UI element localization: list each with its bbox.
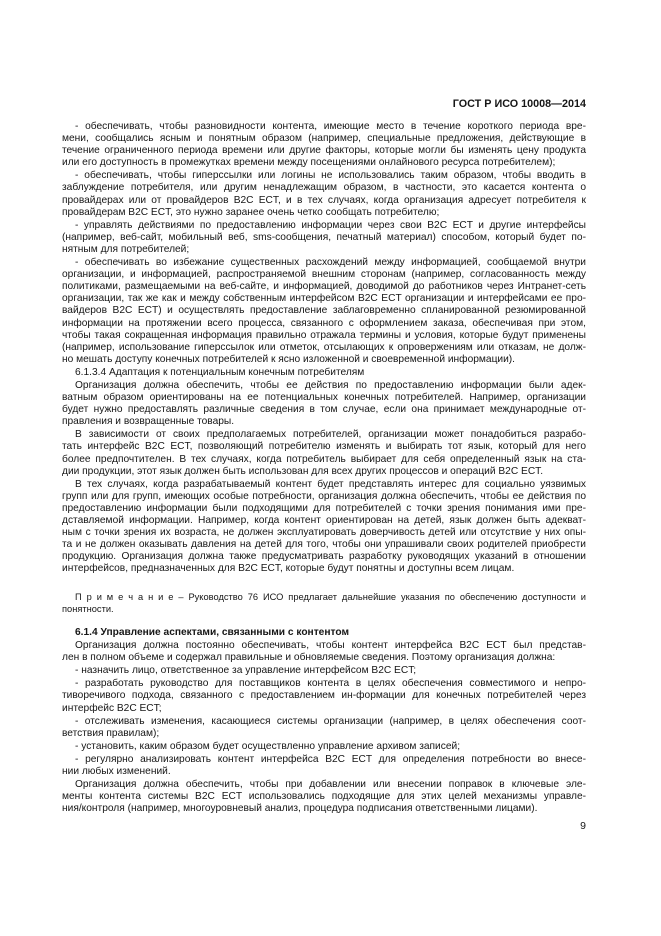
note-block: [62, 591, 586, 615]
text-line: (например, веб-сайт, мобильный веб, sms-сообщения, печатный материал) способом, который будет по-: [62, 231, 586, 243]
text-line: нии любых изменений.: [62, 766, 171, 778]
para-target-orientation: [62, 380, 586, 428]
clause-6-1-3-4-heading: [62, 367, 586, 379]
text-line: Организация должна обеспечить, чтобы при добавлении или внесении поправок в ключевые эле-: [75, 779, 586, 791]
text-line: - установить, каким образом будет осуществленно управление архивом записей;: [75, 740, 461, 752]
text-line: заблуждение потребителя, или другим ненадлежащим образом, в частности, это касается контента о: [62, 182, 586, 194]
text-line: Организация должна постоянно обеспечивать, чтобы контент интерфейса B2C ECT был представ-: [75, 640, 586, 652]
section-6-1-4-text: [62, 627, 586, 815]
note-line: [62, 591, 586, 603]
bullet-short-term-content: [62, 121, 586, 169]
text-line: ния/контроля (например, многоуровневый анализ, процедура подписания ответственными лицами).: [62, 803, 538, 815]
text-line: провайдерам B2C ECT, это нужно заранее очень четко сообщать потребителю;: [62, 206, 440, 218]
text-line: нятным для потребителей;: [62, 243, 190, 255]
text-line: интерфейсов, предназначенных для B2C ECT, которые будут понятны и доступны всем лицам.: [62, 563, 515, 575]
text-line: вайдеров B2C ECT) и осуществлять предоставление заблаговременно спланированной резюмированной: [62, 305, 586, 317]
text-line: - управлять действиями по предоставлению информации через свои B2C ECT и другие интерфейсы: [75, 219, 586, 231]
text-line: более предпочтителен. В тех случаях, когда потребитель выбирает для себя определенный язык на ста-: [62, 453, 586, 465]
text-line: групп или для групп, имеющих особые потребности, организация должна обеспечить, чтобы ее действия по: [62, 490, 586, 502]
text-line: политиками, размещаемыми на веб-сайте, и информацией, доводимой до работников через Интранет-сеть: [62, 281, 586, 293]
item-track-changes: [62, 716, 586, 740]
text-line: организации, и информацией, распространяемой внешним сторонам (например, согласованность между: [62, 269, 586, 281]
text-line: но мешать доступу конечных потребителей к ясно изложенной и своевременной информации).: [62, 353, 516, 365]
para-change-control: [62, 779, 586, 815]
text-line: - обеспечивать, чтобы разновидности контента, имеющие место в течение короткого периода вре-: [75, 121, 586, 132]
text-line: правления и возвращенные товары.: [62, 416, 235, 428]
text-line: ным с точки зрения их возраста, не должен эксплуатировать доверчивость детей или отсутствие у них опы-: [62, 527, 586, 539]
text-line: (например, использование гиперссылок или отметок, отсылающих к опровержениям или отказам, не долж-: [62, 341, 586, 353]
text-line: В зависимости от своих предполагаемых потребителей, организации может понадобиться разрабо-: [75, 429, 586, 441]
note-text: – Руководство 76 ИСО предлагает дальнейшие указания по обеспечению доступности и: [178, 592, 586, 602]
page-number: 9: [580, 820, 586, 832]
text-line: продукцию. Организация должна также предусматривать разработку руководящих указаний в отношении: [62, 551, 586, 563]
text-line: менты контента системы B2C ECT использовались подходящие для этих целей механизмы управле-: [62, 791, 586, 803]
text-line: предоставлению информации были подходящими для потребителей с точки зрения понимания ими пре-: [62, 502, 586, 514]
bullet-consistency: [62, 257, 586, 366]
section-6-1-3-text: [62, 121, 586, 575]
text-line: или его доступность в промежутках времени между посещениями онлайнового ресурса потребителем);: [62, 157, 556, 169]
clause-heading: 6.1.4 Управление аспектами, связанными с контентом: [75, 627, 349, 638]
bullet-information-interfaces: [62, 220, 586, 256]
text-line: информации на протяжении всего процесса, связанного с оформлением заказа, обеспечивая при этом,: [62, 317, 586, 329]
text-line: организации, так же как и между собственным интерфейсом B2C ECT организации и интерфейсами ее про-: [62, 293, 586, 305]
item-assign-person: [62, 665, 586, 677]
text-line: тиворечивого подхода, связанного с предоставлением ин-формации для конечных потребителей через: [62, 690, 586, 702]
text-line: мени, сообщались ясным и понятным образом (например, специальные предложения, действующие в: [62, 133, 586, 145]
text-line: ватным образом ориентированы на ее потенциальных конечных потребителей. Например, организации: [62, 392, 586, 404]
clause-heading: 6.1.3.4 Адаптация к потенциальным конечным потребителям: [75, 366, 365, 378]
text-line: - разработать руководство для поставщиков контента в целях обеспечения совместимого и непро-: [75, 678, 586, 690]
text-line: течение ограниченного периода времени или другие факторы, которые могли бы изменять цену продукта: [62, 145, 586, 157]
text-line: лен в полном объеме и содержал правильные и обновляемые сведения. Поэтому организация должна:: [62, 652, 556, 664]
note-label: П р и м е ч а н и е: [75, 592, 174, 602]
item-review: [62, 754, 586, 778]
para-vulnerable-groups: [62, 479, 586, 576]
text-line: та и не должен оказывать давления на детей для того, чтобы они упрашивали своих родителей приобрести: [62, 539, 586, 551]
text-line: ветствия правилам);: [62, 727, 160, 739]
text-line: - назначить лицо, ответственное за управление интерфейсом B2C ECT;: [75, 665, 417, 677]
text-line: - обеспечивать во избежание существенных расхождений между информацией, сообщаемой внутри: [75, 257, 586, 269]
item-guidance: [62, 678, 586, 714]
text-line: чтобы такая сокращенная информация правильно отражала термины и условия, которые будут применены: [62, 329, 586, 341]
text-line: Организация должна обеспечить, чтобы ее действия по предоставлению информации были адек-: [75, 379, 586, 391]
standard-code-header: ГОСТ Р ИСО 10008—2014: [452, 98, 586, 110]
text-line: - обеспечивать, чтобы гиперссылки или логины не использовались таким образом, чтобы вводить в: [75, 170, 586, 182]
text-line: будет нужно предоставлять различные сведения в том случае, если она принимает международные от-: [62, 404, 586, 416]
text-line: - отслеживать изменения, касающиеся системы организации (например, в целях обеспечения соот-: [75, 715, 586, 727]
text-line: В тех случаях, когда разрабатываемый контент будет представлять интерес для социально уязвимых: [75, 478, 586, 490]
text-line: - регулярно анализировать контент интерфейса B2C ECT для определения потребности во внесе-: [75, 753, 586, 765]
text-line: дии продукции, этот язык должен быть использован для всех других процессов и операций B2C ECT.: [62, 465, 544, 477]
text-line: интерфейс B2C ECT;: [62, 702, 162, 714]
bullet-hyperlinks: [62, 170, 586, 218]
para-language-choice: [62, 429, 586, 477]
text-line: дставляемой информации. Например, когда контент ориентирован на детей, язык должен быть адекват-: [62, 515, 586, 526]
clause-6-1-4-heading: [62, 627, 586, 639]
text-line: тать интерфейс B2C ECT, позволяющий потребителю изменять и выбирать тот язык, который для него: [62, 441, 586, 453]
para-intro: [62, 640, 586, 664]
note-line: понятности.: [62, 604, 114, 614]
item-archive: [62, 741, 586, 753]
text-line: провайдерах или от провайдеров B2C ECT, и в тех случаях, когда организация адресует потребителя к: [62, 194, 586, 206]
